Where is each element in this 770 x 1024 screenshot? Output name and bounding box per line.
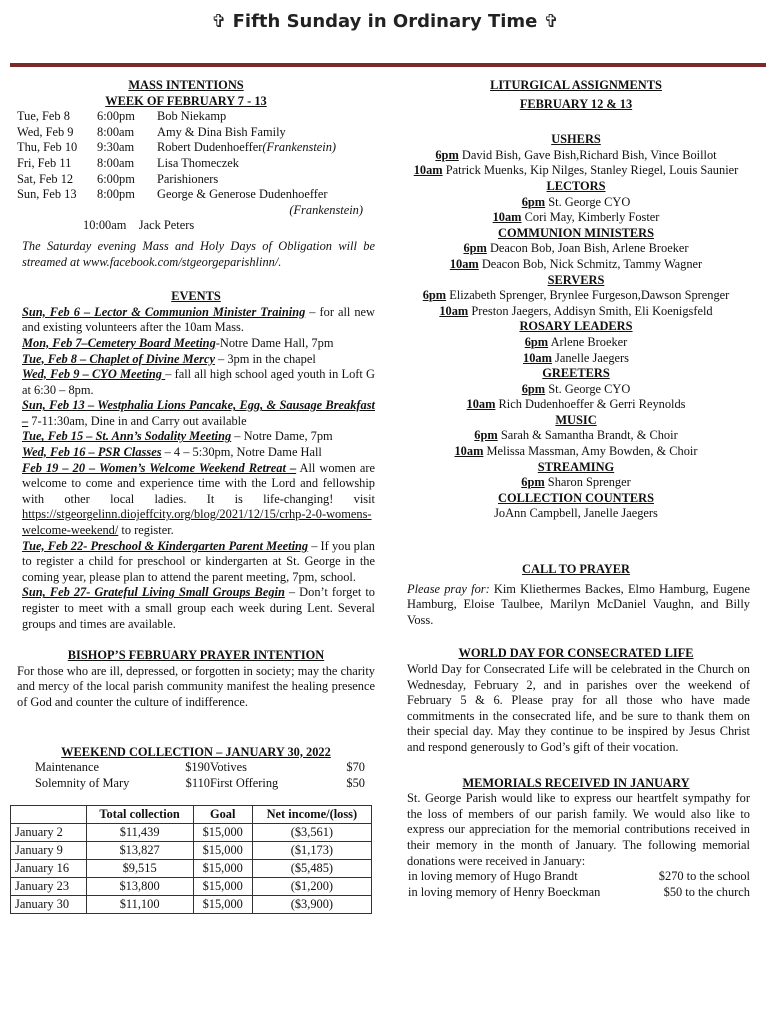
event-text: All women are welcome to come and experience time with the Lord and fellowship with other local ladies. It is life-changing! visit: [22, 460, 376, 506]
mass-row: [17, 125, 375, 141]
page-title: ✞ Fifth Sunday in Ordinary Time ✞: [211, 11, 559, 32]
table-header: [11, 806, 87, 824]
mass-name: Amy & Dina Bish Family: [157, 124, 286, 139]
assignment-names: Deacon Bob, Nick Schmitz, Tammy Wagner: [481, 256, 703, 271]
event-title: Tue, Feb 8 – Chaplet of Divine Mercy: [22, 351, 215, 366]
collection-label: Solemnity of Mary: [35, 775, 130, 790]
retreat-link[interactable]: https://stgeorgelinn.diojeffcity.org/blog/2021/12/15/crhp-2-0-womens-welcome-weekend/: [22, 507, 372, 538]
event-text: – If you plan to register a child for preschool or kindergarten at St. George in the coming year, please plan to attend the parent meeting, 7pm, school.: [22, 538, 375, 584]
mass-time: 6:00pm: [97, 109, 135, 124]
table-row: [11, 842, 372, 860]
table-cell: $9,515: [86, 860, 193, 878]
memorials-list: [402, 869, 750, 900]
collection-value: $110: [185, 775, 210, 790]
assignment-heading: COMMUNION MINISTERS: [498, 225, 654, 240]
assignment-line: [402, 335, 750, 351]
event-title: Mon, Feb 7–Cemetery Board Meeting: [22, 335, 216, 350]
table-cell: $11,439: [86, 824, 193, 842]
assignment-heading: ROSARY LEADERS: [519, 319, 633, 334]
event-title: Sun, Feb 27- Grateful Living Small Groups Begin: [22, 585, 285, 600]
assignment-line: [402, 148, 750, 164]
assignment-names: Preston Jaegers, Addisyn Smith, Eli Koenigsfeld: [471, 303, 713, 318]
collection-value: $50: [346, 775, 365, 790]
assignment-names: JoAnn Campbell, Janelle Jaegers: [494, 506, 658, 521]
bishop-heading: BISHOP’S FEBRUARY PRAYER INTENTION: [67, 648, 325, 663]
table-cell: January 2: [11, 824, 87, 842]
assignment-names: Melissa Massman, Amy Bowden, & Choir: [486, 444, 698, 459]
collection-heading: WEEKEND COLLECTION – JANUARY 30, 2022: [61, 744, 331, 759]
assignment-names: Patrick Muenks, Kip Nilges, Stanley Riegel, Louis Saunier: [445, 163, 739, 178]
event-item: [22, 398, 375, 429]
memorial-name: in loving memory of Henry Boeckman: [408, 884, 601, 899]
table-header: Goal: [193, 806, 252, 824]
mass-subheading: WEEK OF FEBRUARY 7 - 13: [105, 93, 267, 108]
table-cell: January 23: [11, 878, 87, 896]
mass-day: Thu, Feb 10: [17, 140, 78, 155]
assignment-line: [402, 210, 750, 226]
right-column: [402, 78, 750, 900]
mass-row: [17, 156, 375, 172]
prayer-text: [402, 582, 750, 629]
mass-time: 9:30am: [97, 140, 135, 155]
assignment-time: 6pm: [474, 428, 498, 443]
table-row: [11, 896, 372, 914]
mass-day: Sun, Feb 13: [17, 187, 77, 202]
table-row: [11, 824, 372, 842]
table-cell: ($1,173): [252, 842, 371, 860]
assignment-time: 10am: [439, 303, 469, 318]
assignment-time: 6pm: [435, 147, 459, 162]
event-item: [22, 539, 375, 586]
assignment-names: Sarah & Samantha Brandt, & Choir: [500, 428, 678, 443]
memorials-text: St. George Parish would like to express our heartfelt sympathy for the loss of members of our parish family. We would also like to express our appreciation for the memorial contributions received in their memory in the month of January. The following memorial donations were received in January:: [407, 791, 750, 868]
liturgical-list: [402, 132, 750, 522]
assignment-names: St. George CYO: [548, 381, 631, 396]
assignment-time: 6pm: [422, 288, 447, 303]
mass-name: Bob Niekamp: [157, 109, 227, 124]
assignment-line: [402, 397, 750, 413]
mass-time: 8:00am: [97, 155, 135, 170]
mass-row-last: [17, 218, 375, 234]
table-cell: ($5,485): [252, 860, 371, 878]
table-cell: $15,000: [193, 878, 252, 896]
assignment-names: David Bish, Gave Bish,Richard Bish, Vince Boillot: [461, 147, 717, 162]
assignment-line: [402, 304, 750, 320]
assignment-time: 6pm: [524, 334, 549, 349]
table-cell: $15,000: [193, 860, 252, 878]
table-cell: ($3,561): [252, 824, 371, 842]
assignment-heading: MUSIC: [555, 412, 597, 427]
mass-time: 6:00pm: [97, 171, 135, 186]
memorial-name: in loving memory of Hugo Brandt: [408, 869, 578, 884]
assignment-heading: STREAMING: [537, 459, 615, 474]
events-heading: EVENTS: [171, 289, 221, 304]
prayer-names: Kim Kliethermes Backes, Elmo Hamburg, Eugene Hamburg, Eloise Taulbee, Marilyn McDaniel Vaughn, and Billy Voss.: [407, 581, 750, 627]
assignment-names: Deacon Bob, Joan Bish, Arlene Broeker: [489, 241, 689, 256]
mass-list: [17, 109, 375, 203]
mass-name: George & Generose Dudenhoeffer: [157, 187, 328, 202]
event-text: – 4 – 5:30pm, Notre Dame Hall: [161, 445, 322, 460]
mass-row: [17, 140, 375, 156]
table-cell: $15,000: [193, 842, 252, 860]
mass-day: Sat, Feb 12: [17, 171, 74, 186]
assignment-heading: COLLECTION COUNTERS: [498, 490, 654, 505]
table-row: [11, 860, 372, 878]
event-item: [22, 461, 375, 539]
assignment-names: Arlene Broeker: [550, 334, 628, 349]
event-text: – fall all high school aged youth in Loft G at 6:30 – 8pm.: [22, 367, 375, 397]
assignment-line: [402, 428, 750, 444]
assignment-line: [402, 444, 750, 460]
assignment-names: Sharon Sprenger: [547, 475, 631, 490]
mass-name: Parishioners: [157, 171, 219, 186]
event-item: [22, 367, 375, 398]
mass-heading: MASS INTENTIONS: [128, 78, 244, 92]
events-list: [17, 305, 375, 632]
consecrated-heading: WORLD DAY FOR CONSECRATED LIFE: [458, 646, 694, 661]
assignment-line: [402, 257, 750, 273]
event-item: [22, 352, 375, 368]
assignment-line: [402, 288, 750, 304]
assignment-names: Janelle Jaegers: [555, 350, 629, 365]
table-cell: $15,000: [193, 824, 252, 842]
assignment-time: 6pm: [521, 194, 546, 209]
event-item: [22, 429, 375, 445]
mass-note: (Frankenstein): [262, 140, 337, 155]
assignment-line: [402, 241, 750, 257]
assignment-line: [402, 382, 750, 398]
event-title: Sun, Feb 6 – Lector & Communion Minister Training: [22, 304, 306, 319]
mass-row: [17, 109, 375, 125]
memorial-item: [402, 869, 750, 885]
assignment-names: St. George CYO: [548, 194, 631, 209]
event-title: Wed, Feb 16 – PSR Classes: [22, 445, 162, 460]
assignment-time: 10am: [523, 350, 552, 365]
assignment-time: 10am: [413, 163, 443, 178]
collection-label: Votives: [210, 760, 247, 775]
event-title: Sun, Feb 13 – Westphalia Lions Pancake, Egg, & Sausage Breakfast –: [22, 398, 375, 428]
event-item: [22, 305, 375, 336]
event-text: – 3pm in the chapel: [214, 351, 316, 366]
mass-row: [17, 172, 375, 188]
stream-note: The Saturday evening Mass and Holy Days of Obligation will be streamed at www.facebook.com/stgeorgeparishlinn/.: [22, 238, 375, 269]
mass-day: Tue, Feb 8: [17, 109, 70, 124]
event-title: Wed, Feb 9 – CYO Meeting: [22, 367, 166, 382]
table-cell: $13,800: [86, 878, 193, 896]
mass-name: Jack Peters: [138, 218, 195, 233]
assignment-time: 10am: [449, 256, 479, 271]
assignment-names: Cori May, Kimberly Foster: [524, 210, 660, 225]
table-cell: January 30: [11, 896, 87, 914]
table-cell: ($1,200): [252, 878, 371, 896]
table-header: Total collection: [86, 806, 193, 824]
assignment-line: [402, 506, 750, 522]
event-title: Feb 19 – 20 – Women’s Welcome Weekend Retreat –: [22, 460, 297, 475]
consecrated-text: World Day for Consecrated Life will be celebrated in the Church on Wednesday, February 2, and in parishes over the weekend of February 5 & 6. Please pray for all those who have made commitments in the consecrated life, and be sure to thank them on their special day. May they continue to be inspired by Jesus Christ and respond generously to God’s gift of their vocation.: [407, 662, 750, 754]
mass-time: 10:00am: [83, 218, 127, 233]
mass-time: 8:00pm: [97, 187, 135, 202]
mass-time: 8:00am: [97, 124, 135, 139]
table-cell: $11,100: [86, 896, 193, 914]
collection-label: Maintenance: [35, 760, 99, 775]
event-title: Tue, Feb 15 – St. Ann’s Sodality Meeting: [22, 429, 232, 444]
mass-day: Fri, Feb 11: [17, 155, 72, 170]
assignment-time: 10am: [454, 444, 484, 459]
assignment-line: [402, 351, 750, 367]
liturgical-heading: LITURGICAL ASSIGNMENTS: [490, 78, 662, 92]
event-title: Tue, Feb 22- Preschool & Kindergarten Parent Meeting: [22, 538, 309, 553]
table-header: Net income/(loss): [252, 806, 371, 824]
assignment-time: 6pm: [521, 381, 546, 396]
table-cell: January 16: [11, 860, 87, 878]
collection-label: First Offering: [210, 775, 279, 790]
table-cell: $13,827: [86, 842, 193, 860]
event-item: [22, 445, 375, 461]
assignment-time: 10am: [492, 210, 522, 225]
table-row: [11, 878, 372, 896]
assignment-names: Rich Dudenhoeffer & Gerri Reynolds: [498, 397, 686, 412]
event-text: – for all new and existing volunteers after the 10am Mass.: [22, 304, 376, 335]
assignment-time: 10am: [466, 397, 496, 412]
mass-day: Wed, Feb 9: [17, 124, 74, 139]
assignment-heading: GREETERS: [542, 366, 610, 381]
title-divider: [10, 63, 766, 67]
assignment-line: [402, 475, 750, 491]
collection-value: $190: [185, 760, 210, 775]
left-column: [17, 78, 375, 914]
collection-table: [10, 805, 372, 914]
prayer-heading: CALL TO PRAYER: [522, 562, 630, 577]
liturgical-subheading: FEBRUARY 12 & 13: [519, 96, 633, 111]
mass-row: [17, 187, 375, 203]
assignment-line: [402, 163, 750, 179]
memorial-amount: $270 to the school: [658, 869, 750, 884]
collection-value: $70: [346, 760, 365, 775]
bishop-text: For those who are ill, depressed, or forgotten in society; may the charity and mercy of the local parish community manifest the healing presence of God and counter the culture of indifference.: [17, 663, 375, 709]
event-text: 7-11:30am, Dine in and Carry out available: [28, 413, 247, 428]
assignment-heading: USHERS: [551, 132, 601, 147]
event-text: – Don’t forget to register to meet with a small group each week during Lent. Several groups and times are available.: [22, 585, 375, 631]
table-cell: $15,000: [193, 896, 252, 914]
assignment-line: [402, 195, 750, 211]
mass-note: (Frankenstein): [289, 202, 363, 217]
event-text: -Notre Dame Hall, 7pm: [215, 335, 334, 350]
table-cell: ($3,900): [252, 896, 371, 914]
assignment-heading: LECTORS: [546, 178, 606, 193]
memorial-amount: $50 to the church: [663, 884, 750, 899]
mass-name: Robert Dudenhoeffer(Frankenstein): [157, 140, 337, 155]
event-text: – Notre Dame, 7pm: [231, 429, 333, 444]
event-item: [22, 585, 375, 632]
assignment-heading: SERVERS: [547, 272, 605, 287]
event-text: to register.: [118, 523, 174, 538]
collection-items: [17, 760, 375, 791]
memorials-heading: MEMORIALS RECEIVED IN JANUARY: [462, 775, 690, 790]
assignment-time: 6pm: [521, 475, 545, 490]
event-item: [22, 336, 375, 352]
table-cell: January 9: [11, 842, 87, 860]
prayer-lead: Please pray for:: [407, 581, 490, 596]
mass-name: Lisa Thomeczek: [157, 155, 239, 170]
assignment-time: 6pm: [463, 241, 487, 256]
memorial-item: [402, 885, 750, 901]
assignment-names: Elizabeth Sprenger, Brynlee Furgeson,Dawson Sprenger: [449, 288, 730, 303]
